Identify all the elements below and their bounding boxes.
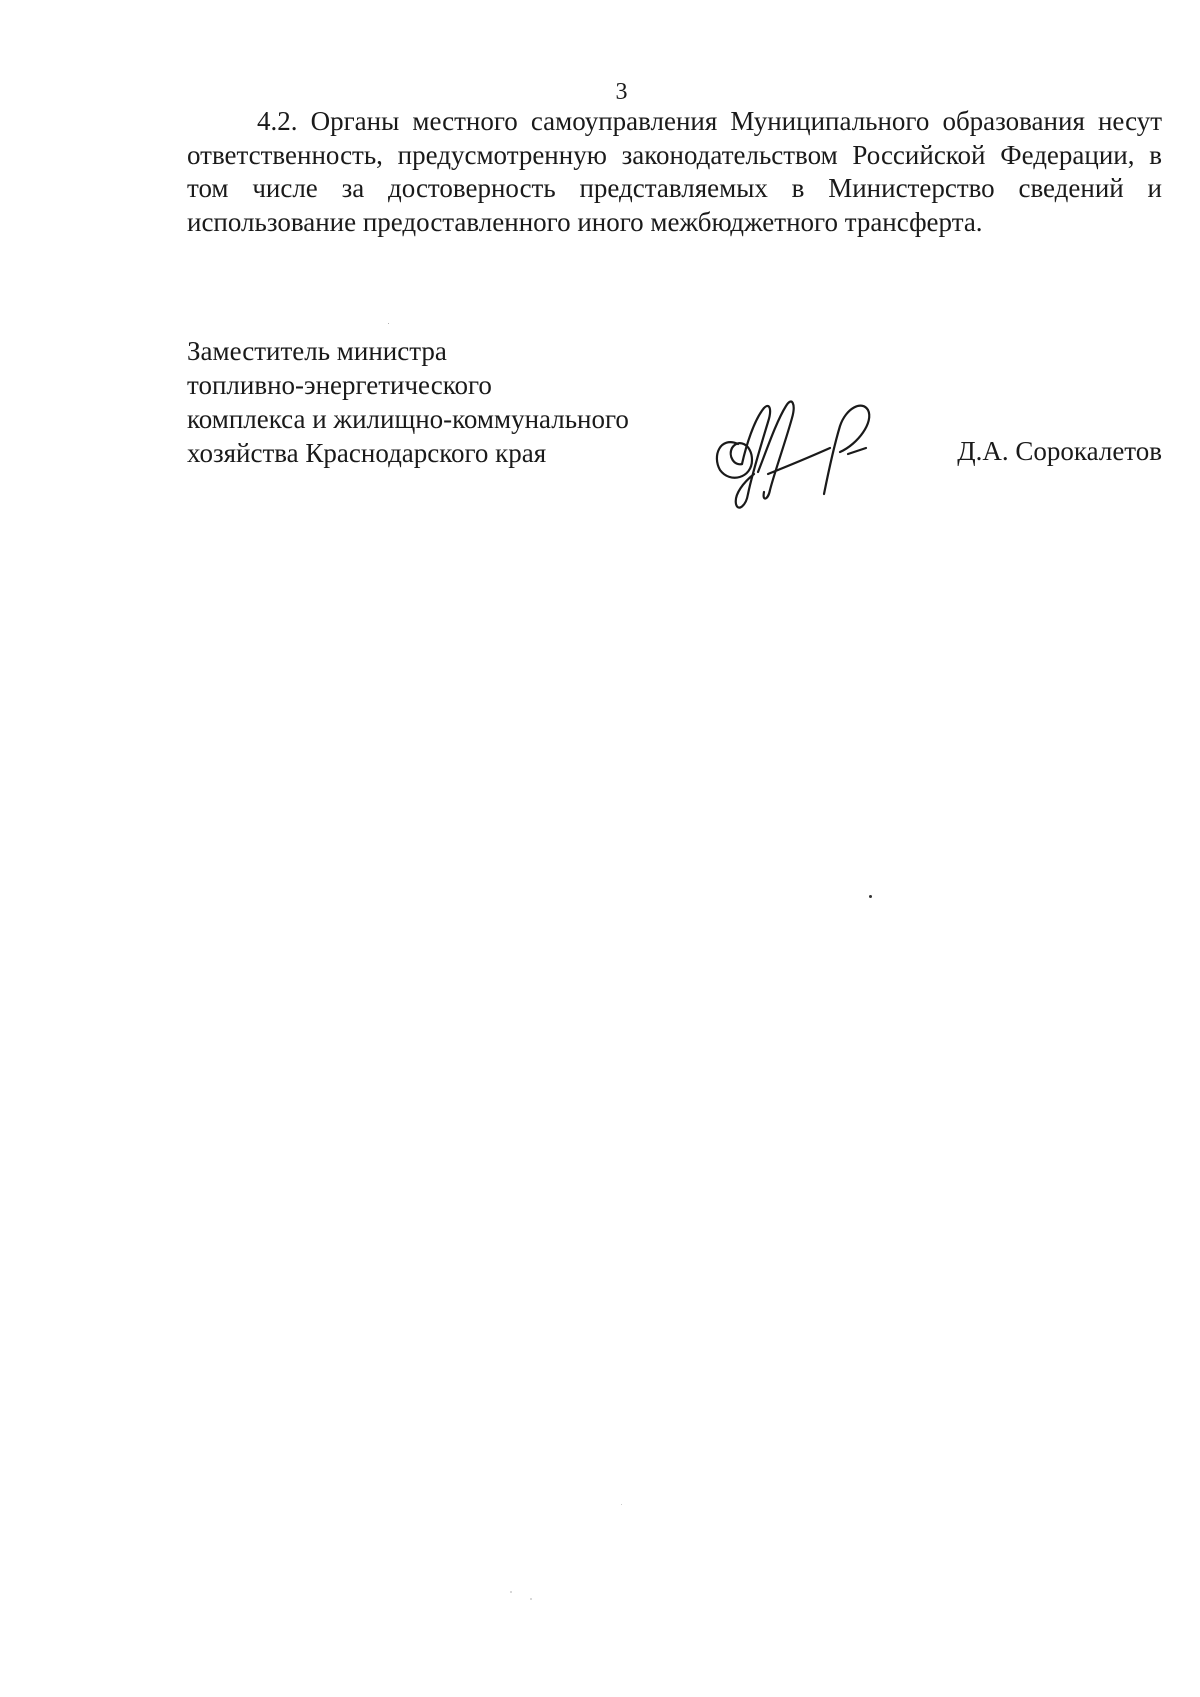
scan-speck	[530, 1598, 532, 1600]
signer-title-line: хозяйства Краснодарского края	[187, 438, 547, 468]
signer-title-line: комплекса и жилищно-коммунального	[187, 404, 629, 434]
signer-title-line: топливно-энергетического	[187, 370, 492, 400]
body-paragraph: 4.2. Органы местного самоуправления Муниципального образования несут ответственность, предусмотренную законодательством Российской Федерации, в том числе за достоверность представляемых в Министерство сведений и использование предоставленного иного межбюджетного трансферта.	[187, 106, 1162, 237]
scan-speck	[869, 895, 872, 898]
signature-block	[187, 334, 1162, 514]
signer-title-line: Заместитель министра	[187, 336, 447, 366]
handwritten-signature-icon	[708, 386, 878, 516]
scan-speck	[388, 323, 389, 324]
page-number: 3	[615, 79, 628, 105]
signer-name: Д.А. Сорокалетов	[957, 436, 1162, 466]
scan-speck	[621, 1504, 622, 1505]
signer-title	[187, 334, 629, 470]
scan-speck	[510, 1591, 512, 1593]
